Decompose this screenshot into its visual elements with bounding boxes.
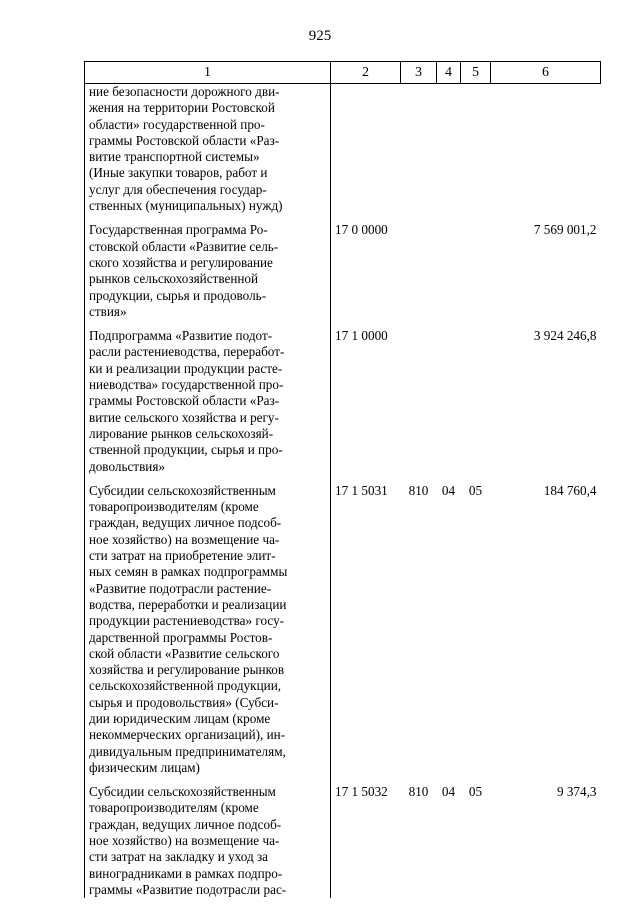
row-name-line: ное хозяйство) на возмещение ча- — [89, 833, 280, 849]
column-header-6: 6 — [491, 62, 601, 84]
row-name-line: некоммерческих организаций), ин- — [89, 727, 286, 743]
row-name-line: расли растениеводства, переработ- — [89, 344, 285, 360]
section-cell — [437, 214, 461, 320]
target-article-cell: 17 1 0000 — [335, 328, 388, 344]
row-name-line: граждан, ведущих личное подсоб- — [89, 816, 282, 832]
row-name-line: дии юридическим лицам (кроме — [89, 710, 271, 726]
row-name-line: ниеводства» государственной про- — [89, 377, 284, 393]
row-name-line: ствия» — [89, 303, 127, 319]
row-name-line: сырья и продовольствия» (Субси- — [89, 694, 279, 710]
row-name-cell — [85, 214, 331, 320]
expense-type-cell — [401, 320, 437, 475]
row-name-line: «Развитие подотрасли растение- — [89, 580, 272, 596]
row-name-line: продукции растениеводства» госу- — [89, 613, 285, 629]
target-article-cell — [331, 84, 401, 215]
table-body — [85, 84, 601, 899]
row-name-line: граммы Ростовской области «Раз- — [89, 393, 280, 409]
row-name-line: витие сельского хозяйства и регу- — [89, 409, 279, 425]
row-name-line: виноградниками в рамках подпро- — [89, 865, 283, 881]
row-name-line: водства, переработки и реализации — [89, 596, 287, 612]
expense-type-cell — [401, 214, 437, 320]
row-name-line: жения на территории Ростовской — [89, 100, 275, 116]
table-header-row — [85, 62, 601, 84]
subsection-cell: 05 — [468, 482, 483, 498]
row-name-line: Субсидии сельскохозяйственным — [89, 784, 276, 800]
target-article-cell: 17 0 0000 — [335, 222, 388, 238]
row-name-line: ского хозяйства и регулирование — [89, 254, 273, 270]
expense-type-cell: 810 — [408, 482, 429, 498]
row-name-line: сти затрат на закладку и уход за — [89, 849, 269, 865]
column-header-5: 5 — [461, 62, 491, 84]
row-name-line: Государственная программа Ро- — [89, 222, 268, 238]
row-name-line: услуг для обеспечения государ- — [89, 181, 267, 197]
section-cell: 04 — [441, 482, 456, 498]
section-cell — [437, 84, 461, 215]
row-name-cell — [85, 84, 331, 215]
row-name-line: ственной продукции, сырья и про- — [89, 442, 283, 458]
row-name-line: ской области «Развитие сельского — [89, 645, 280, 661]
row-name-line: товаропроизводителям (кроме — [89, 499, 259, 515]
row-name-line: хозяйства и регулирование рынков — [89, 662, 285, 678]
amount-cell: 3 924 246,8 — [533, 328, 597, 344]
row-name-line: сельскохозяйственной продукции, — [89, 678, 282, 694]
row-name-line: области» государственной про- — [89, 116, 265, 132]
section-cell: 04 — [441, 784, 456, 800]
target-article-cell: 17 1 5032 — [335, 784, 388, 800]
row-name-line: дивидуальным предпринимателям, — [89, 743, 286, 759]
row-name-line: ки и реализации продукции расте- — [89, 360, 283, 376]
row-name-line: товаропроизводителям (кроме — [89, 800, 259, 816]
row-name-line: ное хозяйство) на возмещение ча- — [89, 531, 280, 547]
page-number: 925 — [308, 28, 332, 44]
column-header-1: 1 — [85, 62, 331, 84]
budget-table — [84, 61, 601, 898]
row-name-line: граммы Ростовской области «Раз- — [89, 132, 280, 148]
row-name-line: довольствия» — [89, 458, 166, 474]
table-row — [85, 320, 601, 475]
table-row — [85, 776, 601, 898]
row-name-cell — [85, 475, 331, 776]
subsection-cell: 05 — [468, 784, 483, 800]
column-header-2: 2 — [331, 62, 401, 84]
column-header-4: 4 — [437, 62, 461, 84]
row-name-line: продукции, сырья и продоволь- — [89, 287, 267, 303]
subsection-cell — [461, 84, 491, 215]
amount-cell: 7 569 001,2 — [533, 222, 597, 238]
row-name-cell — [85, 776, 331, 898]
row-name-line: витие транспортной системы» — [89, 149, 260, 165]
amount-cell: 9 374,3 — [556, 784, 597, 800]
row-name-line: ных семян в рамках подпрограммы — [89, 564, 288, 580]
subsection-cell — [461, 214, 491, 320]
row-name-line: дарственной программы Ростов- — [89, 629, 273, 645]
section-cell — [437, 320, 461, 475]
row-name-line: ние безопасности дорожного дви- — [89, 84, 280, 99]
amount-cell: 184 760,4 — [543, 482, 597, 498]
row-name-line: граждан, ведущих личное подсоб- — [89, 515, 282, 531]
target-article-cell: 17 1 5031 — [335, 482, 388, 498]
row-name-line: Субсидии сельскохозяйственным — [89, 482, 276, 498]
row-name-line: (Иные закупки товаров, работ и — [89, 165, 268, 181]
row-name-line: сти затрат на приобретение элит- — [89, 548, 276, 564]
row-name-line: Подпрограмма «Развитие подот- — [89, 328, 273, 344]
row-name-line: ственных (муниципальных) нужд) — [89, 198, 283, 214]
column-header-3: 3 — [401, 62, 437, 84]
row-name-line: рынков сельскохозяйственной — [89, 271, 259, 287]
amount-cell — [491, 84, 601, 215]
row-name-line: лирование рынков сельскохозяй- — [89, 425, 274, 441]
row-name-line: физическим лицам) — [89, 759, 200, 775]
row-name-cell — [85, 320, 331, 475]
row-name-line: граммы «Развитие подотрасли рас- — [89, 881, 287, 897]
expense-type-cell: 810 — [408, 784, 429, 800]
table-row — [85, 214, 601, 320]
table-row — [85, 475, 601, 776]
row-name-line: стовской области «Развитие сель- — [89, 238, 279, 254]
expense-type-cell — [401, 84, 437, 215]
subsection-cell — [461, 320, 491, 475]
table-row — [85, 84, 601, 215]
